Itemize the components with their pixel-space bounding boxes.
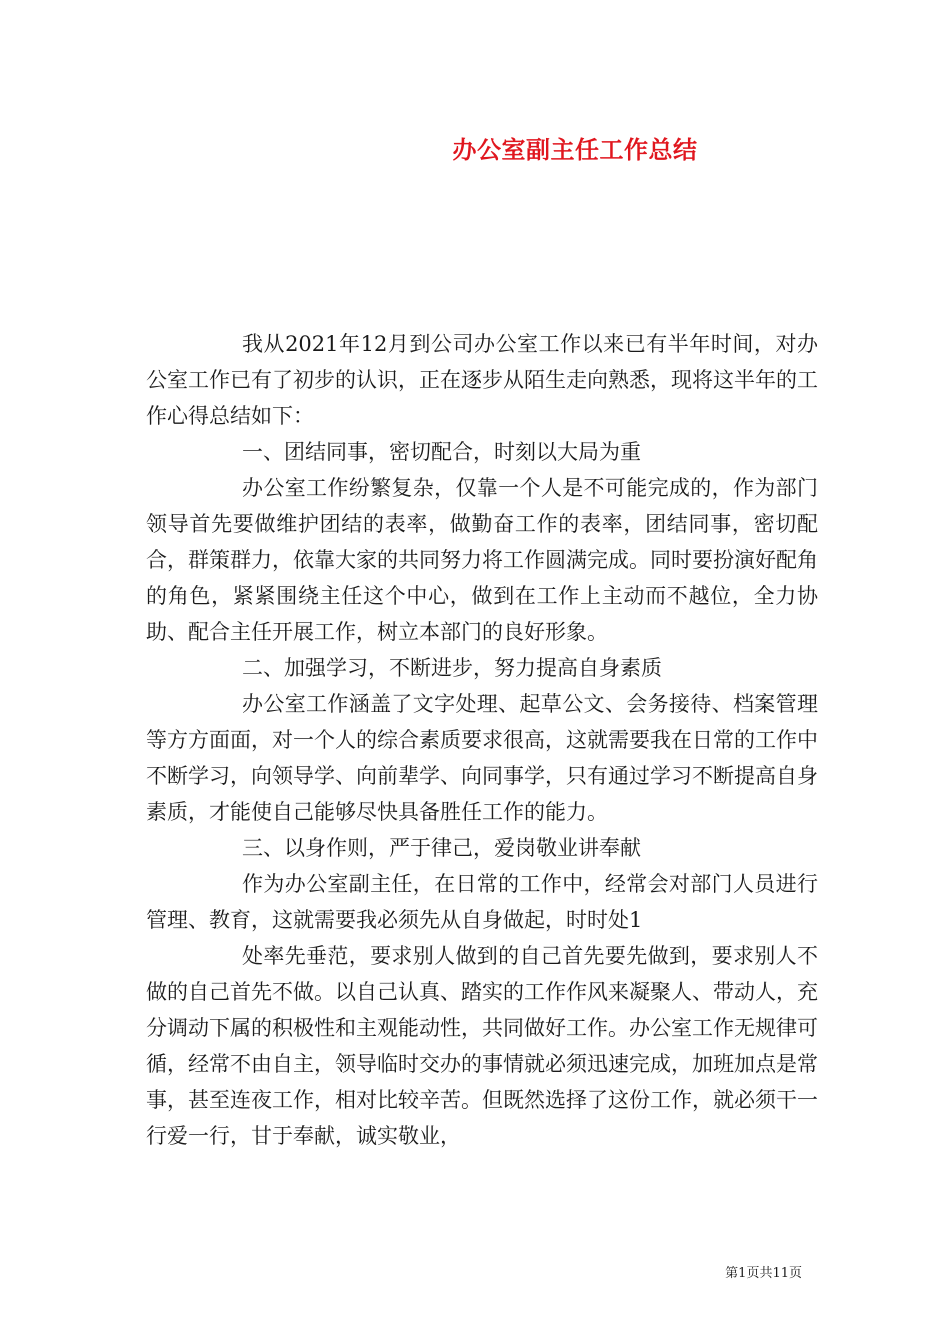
paragraph-section-2: 办公室工作涵盖了文字处理、起草公文、会务接待、档案管理等方方面面，对一个人的综合素质要求很高，这就需要我在日常的工作中不断学习，向领导学、向前辈学、向同事学，只有通过学习不断提高自身素质，才能使自己能够尽快具备胜任工作的能力。 (146, 692, 818, 824)
paragraph-section-1: 办公室工作纷繁复杂，仅靠一个人是不可能完成的，作为部门领导首先要做维护团结的表率，做勤奋工作的表率，团结同事，密切配合，群策群力，依靠大家的共同努力将工作圆满完成。同时要扮演好配角的角色，紧紧围绕主任这个中心，做到在工作上主动而不越位，全力协助、配合主任开展工作，树立本部门的良好形象。 (146, 476, 818, 644)
section-heading-3: 三、以身作则，严于律己，爱岗敬业讲奉献 (242, 836, 641, 860)
paragraph-section-3-continued: 处率先垂范，要求别人做到的自己首先要先做到，要求别人不做的自己首先不做。以自己认真、踏实的工作作风来凝聚人、带动人，充分调动下属的积极性和主观能动性，共同做好工作。办公室工作无规律可循，经常不由自主，领导临时交办的事情就必须迅速完成，加班加点是常事，甚至连夜工作，相对比较辛苦。但既然选择了这份工作，就必须干一行爱一行，甘于奉献，诚实敬业， (146, 944, 818, 1148)
section-heading-1: 一、团结同事，密切配合，时刻以大局为重 (242, 440, 641, 464)
paragraph-intro: 我从2021年12月到公司办公室工作以来已有半年时间，对办公室工作已有了初步的认识，正在逐步从陌生走向熟悉，现将这半年的工作心得总结如下： (146, 332, 818, 428)
document-title: 办公室副主任工作总结 (452, 135, 698, 164)
paragraph-section-3: 作为办公室副主任，在日常的工作中，经常会对部门人员进行管理、教育，这就需要我必须先从自身做起，时时处1 (146, 872, 818, 932)
section-heading-2: 二、加强学习，不断进步，努力提高自身素质 (242, 656, 662, 680)
document-body (146, 326, 818, 1154)
page-number-footer: 第1页共11页 (725, 1266, 802, 1281)
